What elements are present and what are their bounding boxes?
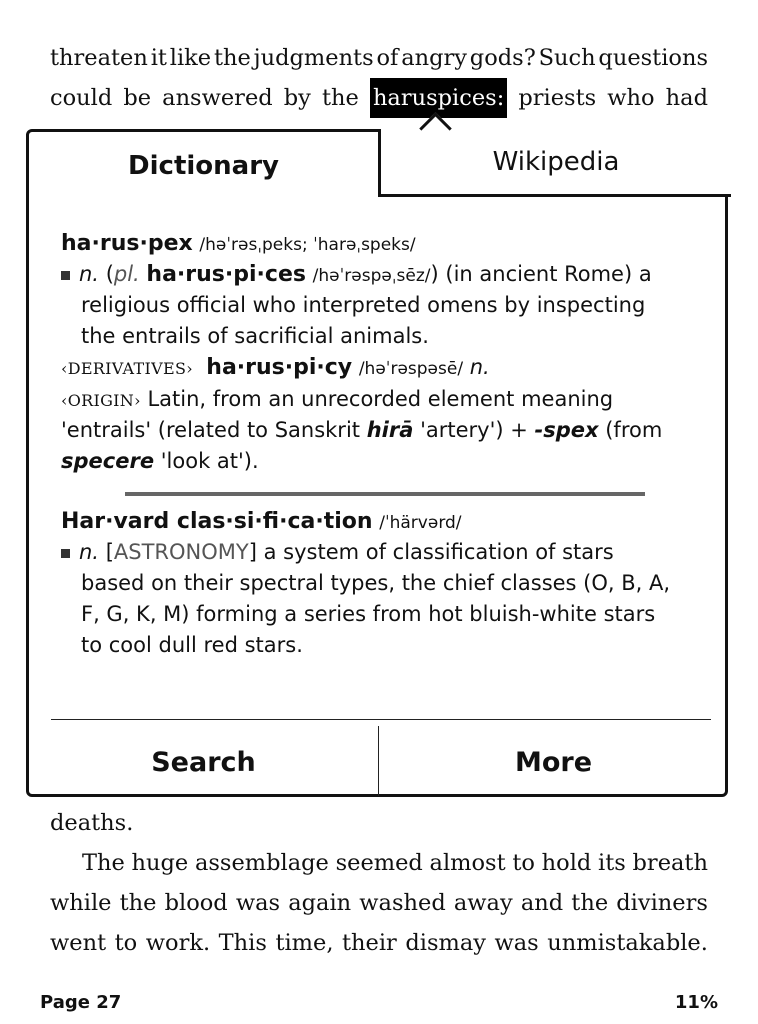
book-word[interactable]: Such [538,45,596,71]
book-word[interactable]: blood [164,890,228,916]
book-line-6 [50,923,708,963]
entry1-derivative-pos: n. [469,355,490,379]
origin-label: ‹ORIGIN› [61,391,141,410]
tab-wikipedia[interactable]: Wikipedia [378,129,731,197]
entry2-definition-line-3: F, G, K, M) forming a series from hot bluish-white stars [81,602,656,626]
entry1-headword-line [61,228,711,261]
entry1-plural-label: pl. [113,262,140,286]
entry1-origin-line-2 [61,415,711,446]
book-word[interactable]: judgments [253,45,374,71]
book-word[interactable]: gods? [469,45,536,71]
book-word[interactable]: unmistakable. [547,930,708,956]
book-word[interactable]: the [321,85,359,111]
entry1-headword: ha·rus·pex [61,231,193,256]
angle-right-icon: › [134,391,141,410]
entry1-def-1: (in ancient Rome) a [445,262,652,286]
entry2-headword: Har·vard clas·si·fi·ca·tion [61,509,373,534]
entry2-definition-line-4: to cool dull red stars. [81,633,303,657]
entry2-pos: n. [79,540,99,564]
book-word[interactable]: again [288,890,352,916]
book-word[interactable]: The [82,850,125,876]
book-word[interactable]: almost [429,850,506,876]
book-word[interactable]: threaten [50,45,148,71]
entry1-origin-text-3b: 'look at'). [160,449,259,473]
book-word[interactable]: breath [632,850,708,876]
book-word[interactable]: to [114,930,138,956]
entry2-domain: ASTRONOMY [113,540,249,564]
book-word[interactable]: be [123,85,152,111]
book-word[interactable]: was [494,930,539,956]
book-word[interactable]: seemed [335,850,423,876]
book-word[interactable]: washed [359,890,446,916]
book-word[interactable]: went [50,930,107,956]
entry1-origin-word-hira: hirā [366,418,414,442]
angle-left-icon: ‹ [61,359,68,378]
entry1-pronunciation: /həˈrəsˌpeks; ˈharəˌspeks/ [199,235,416,255]
entry2-def-1: a system of classification of stars [263,540,614,564]
book-word[interactable]: could [50,85,113,111]
book-word[interactable]: diviners [616,890,708,916]
derivatives-label: ‹DERIVATIVES› [61,359,193,378]
book-line-3: deaths. [50,810,134,836]
book-word[interactable]: had [665,85,708,111]
entry1-plural-form: ha·rus·pi·ces [146,262,306,287]
entry1-definition-line-1 [61,259,711,292]
book-word[interactable]: time, [275,930,334,956]
entry1-pos: n. [79,262,99,286]
entry1-origin-text-2c: 'artery') + [420,418,528,442]
entry1-definition-line-2: religious official who interpreted omens by inspecting [81,293,646,317]
book-word[interactable]: questions [598,45,708,71]
book-word[interactable]: while [50,890,112,916]
book-word[interactable]: was [235,890,281,916]
book-word[interactable]: it [150,45,167,71]
entry1-origin-text-2e: (from [605,418,663,442]
entry1-origin-text-1: Latin, from an unrecorded element meaning [147,387,614,411]
entry1-plural-pron: /həˈrəspəˌsēz/ [312,266,431,286]
entry2-pronunciation: /ˈhärvərd/ [379,513,462,533]
book-word[interactable]: the [119,890,157,916]
angle-right-icon: › [186,359,193,378]
selected-word-highlight[interactable]: haruspices: [370,78,507,118]
book-word[interactable]: its [598,850,626,876]
book-line-1 [50,38,708,78]
entry1-origin-word-spex: -spex [534,418,599,442]
tab-dictionary[interactable]: Dictionary [128,151,279,181]
book-word[interactable]: and [520,890,564,916]
entry1-origin-text-2a: 'entrails' (related to Sanskrit [61,418,361,442]
book-line-2 [50,78,708,118]
book-word[interactable]: like [169,45,212,71]
entry1-definition-line-3: the entrails of sacrificial animals. [81,324,429,348]
page-number: Page 27 [40,992,122,1013]
book-word[interactable]: work. [145,930,211,956]
entry2-bracket-close: ] [248,540,257,564]
entry1-derivatives-line [61,352,711,385]
book-word[interactable]: the [571,890,609,916]
entry2-headword-line [61,506,711,539]
entry1-origin-line-1 [61,384,711,416]
book-line-4 [82,843,708,883]
book-word[interactable]: by [283,85,311,111]
reading-progress: 11% [674,992,718,1013]
entry2-definition-line-1 [61,537,711,568]
book-word[interactable]: priests [518,85,597,111]
book-word[interactable]: of [376,45,399,71]
entry1-derivative-pron: /həˈrəspəsē/ [358,359,464,379]
book-word[interactable]: who [607,85,655,111]
book-word[interactable]: assemblage [194,850,329,876]
bullet-icon [61,549,70,558]
search-button[interactable]: Search [151,746,256,778]
book-word[interactable]: the [213,45,251,71]
entry1-origin-word-specere: specere [61,449,155,473]
entry1-derivative: ha·rus·pi·cy [206,355,353,380]
entry1-plural-close: ) [430,262,439,286]
entry1-origin-line-3 [61,446,711,477]
bottom-rule [51,719,711,720]
book-word[interactable]: to [512,850,535,876]
book-word[interactable]: This [218,930,267,956]
book-word[interactable]: dismay [405,930,486,956]
dictionary-popup [26,129,728,797]
book-word[interactable]: answered [162,85,273,111]
bullet-icon [61,271,70,280]
book-line-5 [50,883,708,923]
entry-separator [125,492,645,496]
more-button[interactable]: More [514,746,593,778]
book-word[interactable]: huge [131,850,189,876]
book-word[interactable]: angry [401,45,467,71]
angle-left-icon: ‹ [61,391,68,410]
book-word[interactable]: hold [541,850,592,876]
book-word[interactable]: away [453,890,513,916]
entry2-definition-line-2: based on their spectral types, the chief classes (O, B, A, [81,571,671,595]
entry1-plural-open: ( [105,262,114,286]
entry2-bracket-open: [ [105,540,114,564]
book-word[interactable]: their [342,930,397,956]
